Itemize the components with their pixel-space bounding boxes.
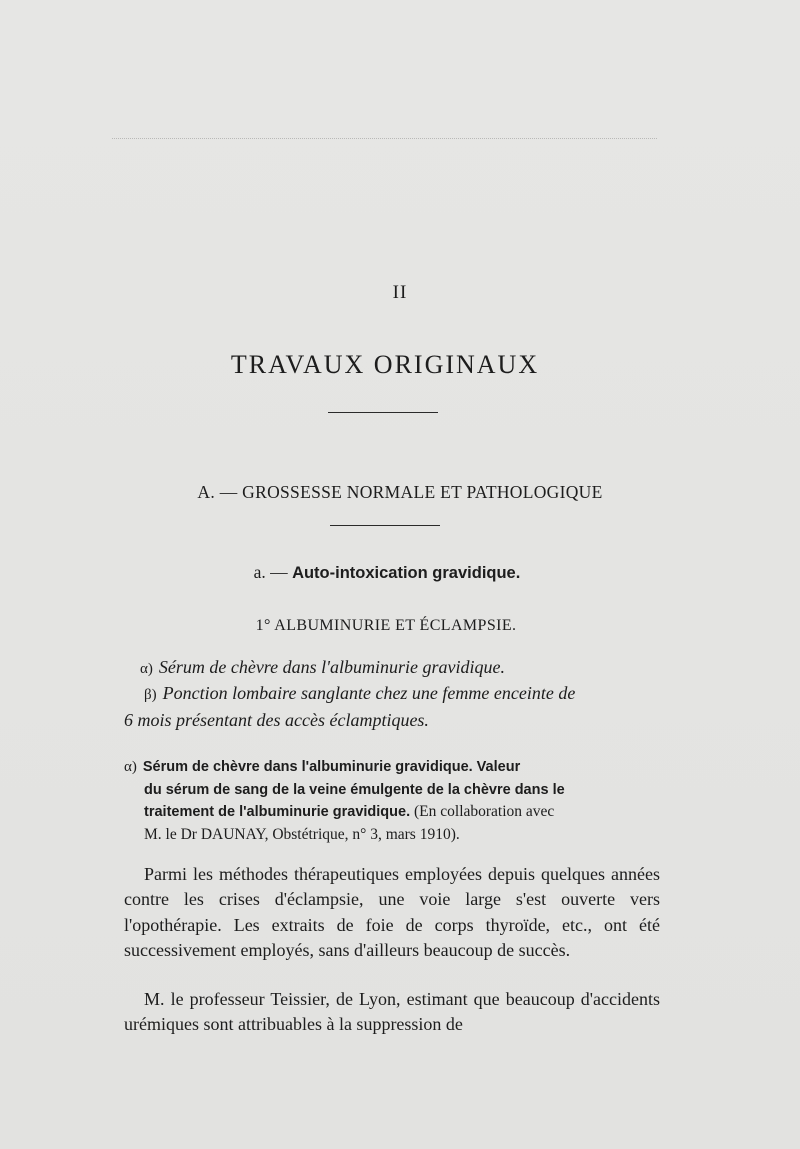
- subsection-heading: [0, 562, 774, 583]
- list-item-continuation: [124, 707, 664, 734]
- article-title-line1: Sérum de chèvre dans l'albuminurie gravidique. Valeur: [142, 759, 521, 775]
- article-title-line2: du sérum de sang de la veine émulgente de la chèvre dans le: [144, 781, 565, 798]
- list-item: [140, 654, 680, 683]
- article-marker: α): [124, 759, 137, 775]
- article-note-start: (En collaboration avec: [410, 803, 555, 820]
- subsection-title: Auto-intoxication gravidique.: [292, 564, 521, 582]
- part-number: II: [392, 282, 408, 303]
- title-divider: [328, 412, 438, 413]
- subsection-prefix: a. —: [253, 562, 288, 582]
- list-item: [144, 680, 684, 709]
- item-text: 6 mois présentant des accès éclamptiques.: [124, 710, 429, 730]
- subsubsection-heading: 1° ALBUMINURIE ET ÉCLAMPSIE.: [255, 617, 517, 634]
- item-marker: β): [144, 687, 157, 703]
- page-title: TRAVAUX ORIGINAUX: [230, 350, 540, 379]
- article-heading: [124, 756, 664, 846]
- body-paragraph: Parmi les méthodes thérapeutiques employées depuis quelques années contre les crises d'éclampsie, une voie large s'est ouverte vers l'opothérapie. Les extraits de foie de corps thyroïde, etc., ont été successivement employés, sans d'ailleurs beaucoup de succès.: [124, 864, 660, 960]
- item-marker: α): [140, 661, 153, 677]
- article-title-line3: traitement de l'albuminurie gravidique.: [144, 804, 411, 820]
- section-heading: A. — GROSSESSE NORMALE ET PATHOLOGIQUE: [197, 482, 603, 502]
- bleed-through-rule: [112, 138, 657, 140]
- article-citation: M. le Dr DAUNAY, Obstétrique, n° 3, mars 1910).: [144, 825, 460, 843]
- item-text: Sérum de chèvre dans l'albuminurie gravidique.: [158, 657, 505, 677]
- section-divider: [330, 525, 440, 526]
- item-text: Ponction lombaire sanglante chez une femme enceinte de: [162, 683, 576, 703]
- body-paragraph: M. le professeur Teissier, de Lyon, estimant que beaucoup d'accidents urémiques sont attribuables à la suppression de: [124, 989, 660, 1035]
